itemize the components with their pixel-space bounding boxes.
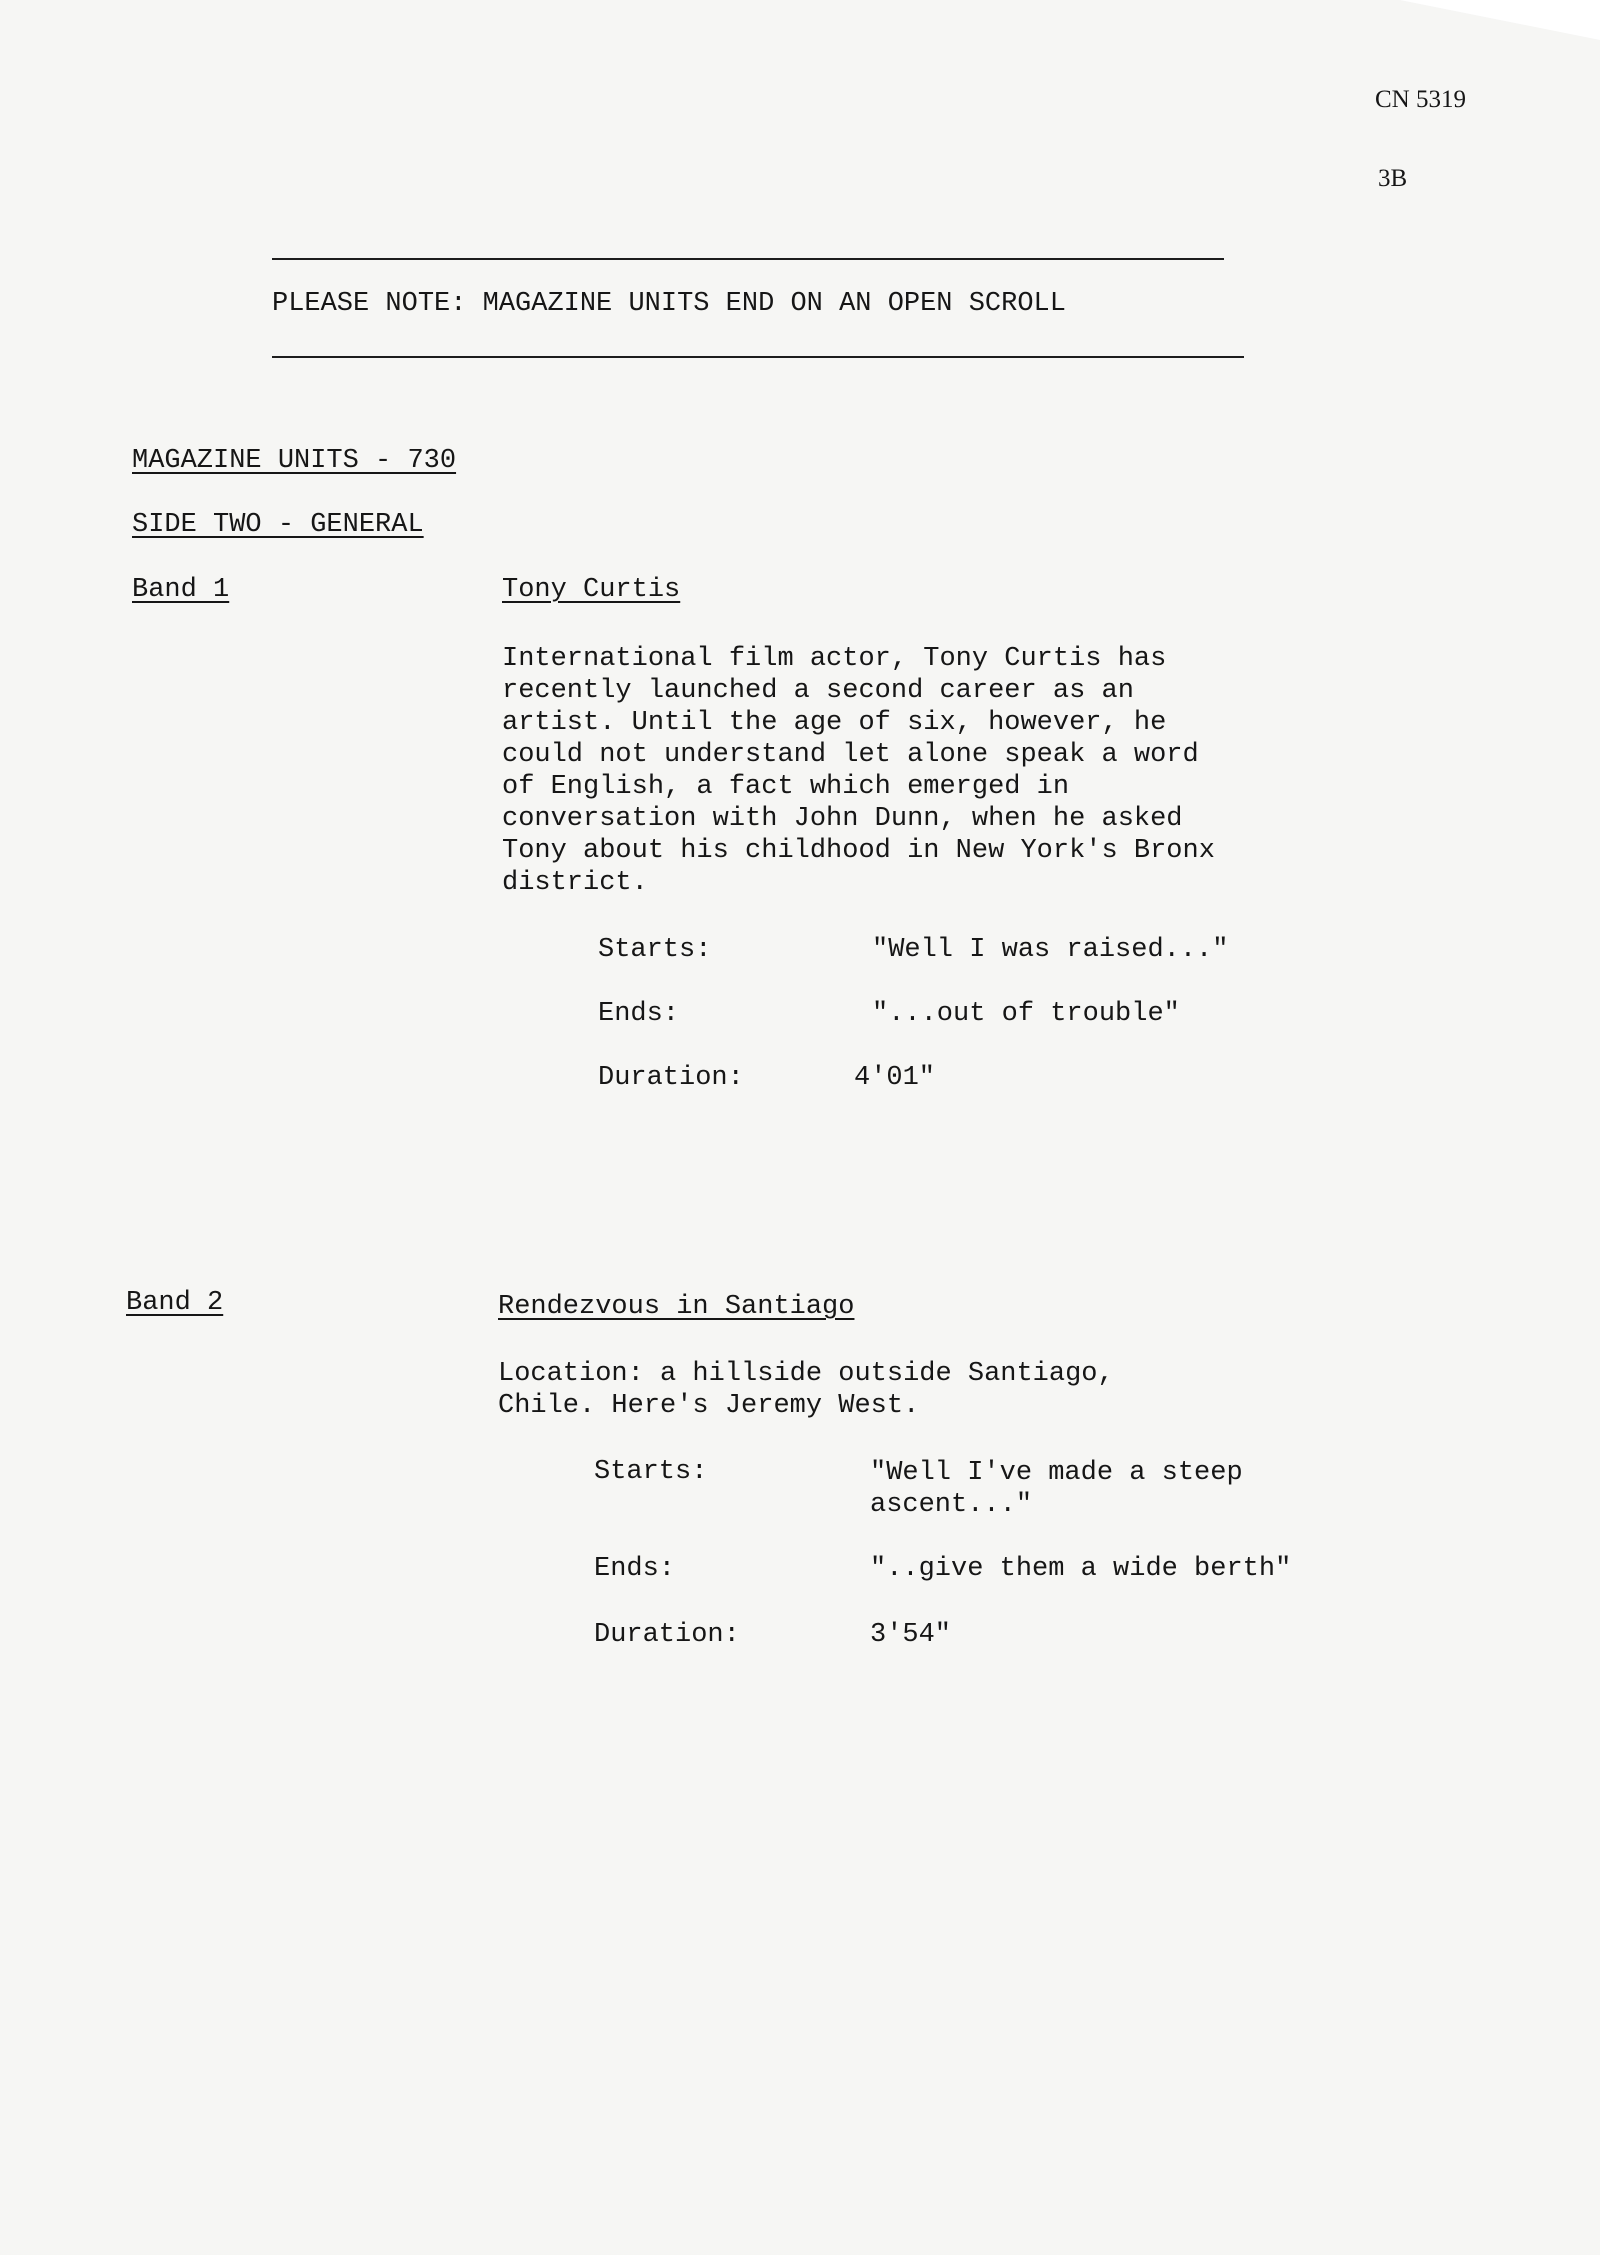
description-line: artist. Until the age of six, however, he bbox=[502, 708, 1167, 738]
description-line: conversation with John Dunn, when he asked bbox=[502, 804, 1183, 834]
description-line: recently launched a second career as an bbox=[502, 676, 1134, 706]
description-line: district. bbox=[502, 868, 648, 898]
band-1-ends-value: "...out of trouble" bbox=[872, 999, 1180, 1029]
description-line: Chile. Here's Jeremy West. bbox=[498, 1391, 920, 1421]
description-line: could not understand let alone speak a word bbox=[502, 740, 1199, 770]
band-2-ends-value: "..give them a wide berth" bbox=[870, 1554, 1292, 1584]
description-line: of English, a fact which emerged in bbox=[502, 772, 1070, 802]
band-1-label: Band 1 bbox=[132, 575, 230, 605]
band-1-duration-label: Duration: bbox=[598, 1063, 744, 1093]
notice-text: PLEASE NOTE: MAGAZINE UNITS END ON AN OPEN SCROLL bbox=[272, 289, 1066, 319]
band-1-ends-label: Ends: bbox=[598, 999, 680, 1029]
band-2-starts-label: Starts: bbox=[594, 1457, 708, 1487]
catalog-number: CN 5319 bbox=[1375, 86, 1466, 113]
band-2-title: Rendezvous in Santiago bbox=[498, 1292, 855, 1322]
band-2-ends-label: Ends: bbox=[594, 1554, 676, 1584]
starts-line: "Well I've made a steep bbox=[870, 1458, 1243, 1488]
description-line: Location: a hillside outside Santiago, bbox=[498, 1359, 1114, 1389]
band-1-duration-value: 4'01" bbox=[854, 1063, 936, 1093]
band-1-starts-value: "Well I was raised..." bbox=[872, 935, 1229, 965]
page-reference: 3B bbox=[1378, 165, 1408, 192]
page-fold bbox=[1400, 0, 1600, 40]
band-2-description bbox=[498, 1358, 1114, 1422]
description-line: Tony about his childhood in New York's Bronx bbox=[502, 836, 1215, 866]
bottom-rule bbox=[272, 356, 1244, 358]
section-title: MAGAZINE UNITS - 730 bbox=[132, 446, 457, 476]
band-2-duration-value: 3'54" bbox=[870, 1620, 952, 1650]
band-1-description bbox=[502, 643, 1215, 899]
top-rule bbox=[272, 258, 1224, 260]
band-2-label: Band 2 bbox=[126, 1288, 224, 1318]
description-line: International film actor, Tony Curtis has bbox=[502, 644, 1167, 674]
band-2-duration-label: Duration: bbox=[594, 1620, 740, 1650]
band-1-title: Tony Curtis bbox=[502, 575, 681, 605]
band-2-starts-value bbox=[870, 1457, 1243, 1521]
band-1-starts-label: Starts: bbox=[598, 935, 712, 965]
side-label: SIDE TWO - GENERAL bbox=[132, 510, 424, 540]
starts-line: ascent..." bbox=[870, 1490, 1033, 1520]
